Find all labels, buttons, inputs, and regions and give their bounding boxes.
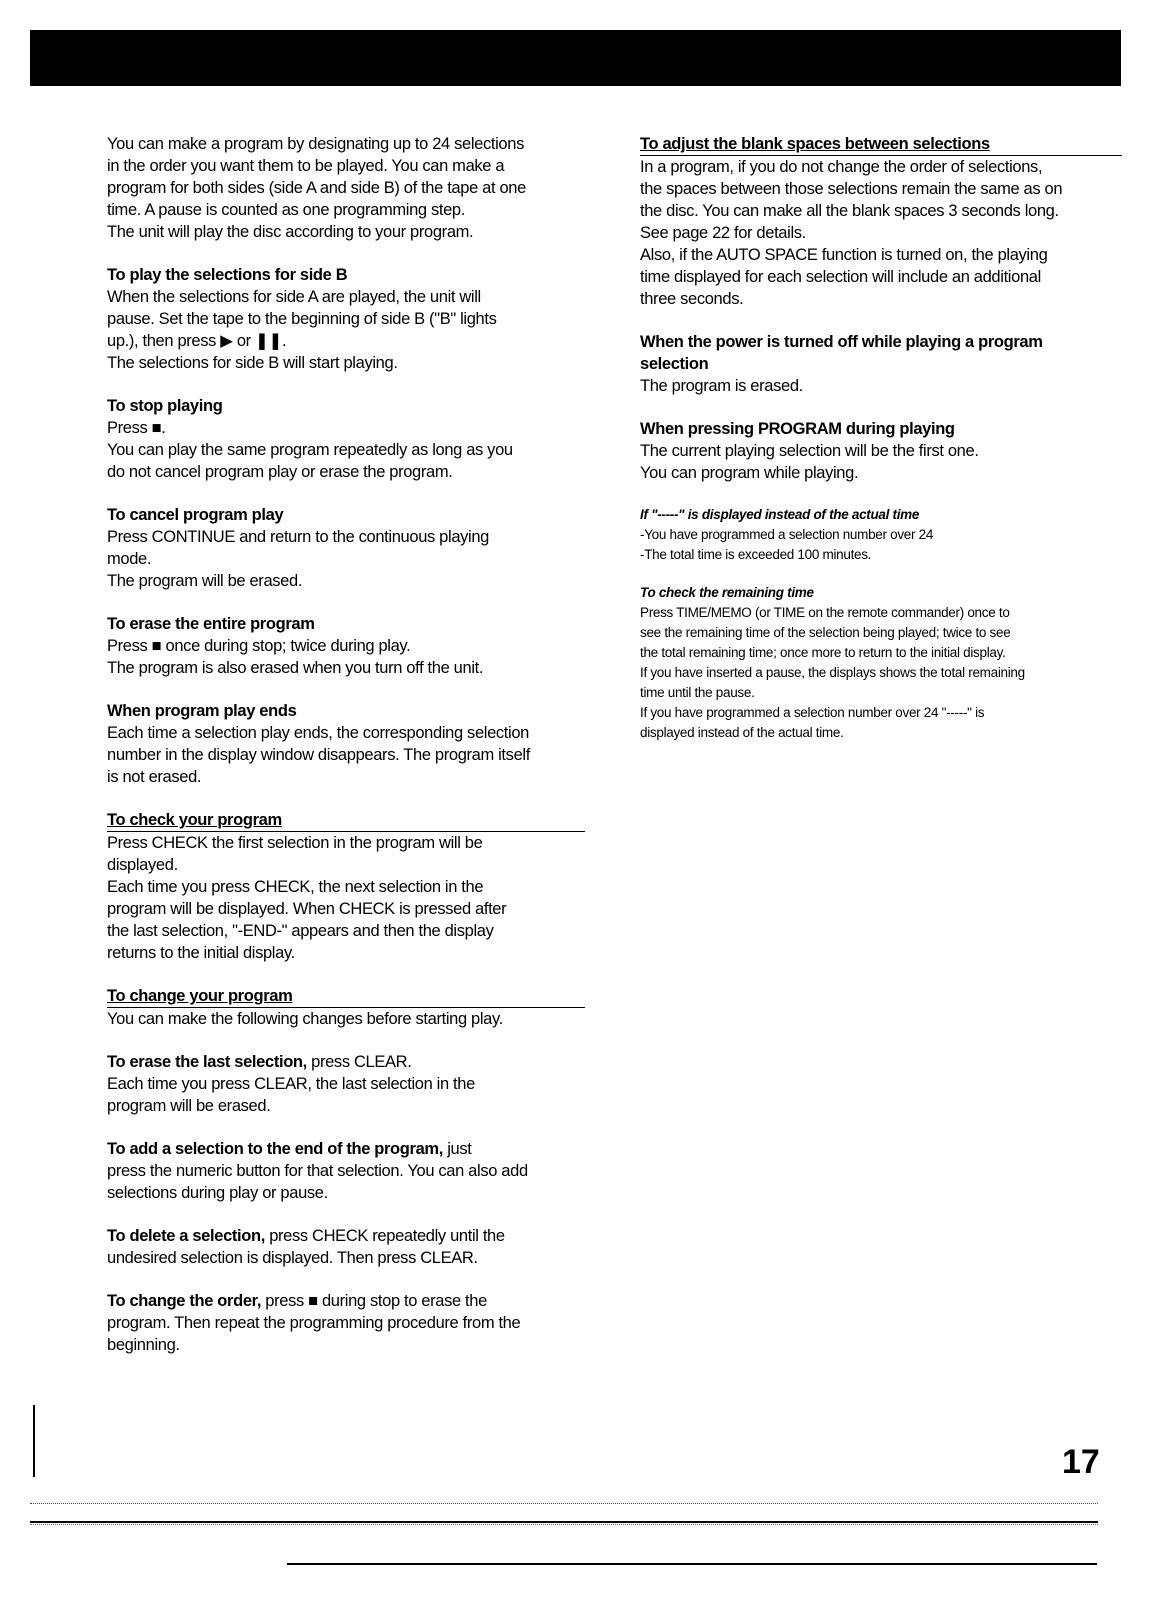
bottom-rule (30, 1521, 1098, 1523)
section-heading: selection (640, 355, 709, 373)
text-line: program will be displayed. When CHECK is pressed after (107, 900, 507, 918)
text-line: displayed instead of the actual time. (640, 725, 844, 740)
text-line (107, 1225, 585, 1247)
text-line: Each time you press CHECK, the next selection in the (107, 878, 484, 896)
text-line: time. A pause is counted as one programming step. (107, 201, 465, 219)
text-line: See page 22 for details. (640, 224, 806, 242)
text-line: undesired selection is displayed. Then press CLEAR. (107, 1249, 478, 1267)
text-line: The current playing selection will be the first one. (640, 442, 979, 460)
text-line: time displayed for each selection will include an additional (640, 268, 1041, 286)
section-heading: To stop playing (107, 397, 223, 415)
note-remaining-time (640, 583, 1122, 743)
text-line: number in the display window disappears. The program itself (107, 746, 530, 764)
run-in-heading: To add a selection to the end of the program, (107, 1140, 443, 1158)
pressing-program-section (640, 418, 1122, 484)
add-selection-section (107, 1138, 585, 1204)
text-line: -You have programmed a selection number over 24 (640, 527, 934, 542)
text-line: If you have programmed a selection number over 24 "-----" is (640, 705, 985, 720)
footer-rule (287, 1563, 1097, 1565)
note-heading: To check the remaining time (640, 585, 814, 600)
section-heading: When program play ends (107, 702, 297, 720)
erase-program-section (107, 613, 585, 679)
blank-spaces-section (640, 133, 1122, 310)
text-line: In a program, if you do not change the order of selections, (640, 158, 1043, 176)
section-heading: To play the selections for side B (107, 266, 348, 284)
text-line: Press ■. (107, 419, 166, 437)
page-number: 17 (1062, 1443, 1100, 1481)
text-line (107, 1290, 585, 1312)
text-line: Press CONTINUE and return to the continuous playing (107, 528, 490, 546)
text-line: The unit will play the disc according to your program. (107, 223, 474, 241)
section-heading: To change your program (107, 985, 585, 1008)
text-run: press CHECK repeatedly until the (264, 1227, 505, 1245)
stop-playing-section (107, 395, 585, 483)
text-line: the total remaining time; once more to return to the initial display. (640, 645, 1006, 660)
text-line: When the selections for side A are played, the unit will (107, 288, 481, 306)
text-line: up.), then press ▶ or ❚❚. (107, 332, 287, 350)
text-line: do not cancel program play or erase the program. (107, 463, 453, 481)
text-line: You can make a program by designating up to 24 selections (107, 135, 524, 153)
text-line: Each time you press CLEAR, the last selection in the (107, 1075, 475, 1093)
section-heading: To erase the entire program (107, 615, 315, 633)
power-off-section (640, 331, 1122, 397)
text-line: time until the pause. (640, 685, 755, 700)
text-line: -The total time is exceeded 100 minutes. (640, 547, 872, 562)
text-line: in the order you want them to be played. You can make a (107, 157, 505, 175)
text-line: The program is also erased when you turn off the unit. (107, 659, 484, 677)
text-line: see the remaining time of the selection being played; twice to see (640, 625, 1011, 640)
text-line: program. Then repeat the programming procedure from the (107, 1314, 521, 1332)
run-in-heading: To erase the last selection, (107, 1053, 307, 1071)
text-line: pause. Set the tape to the beginning of side B ("B" lights (107, 310, 497, 328)
cancel-program-section (107, 504, 585, 592)
change-order-section (107, 1290, 585, 1356)
intro-section (107, 133, 585, 243)
text-line: returns to the initial display. (107, 944, 295, 962)
text-line: Each time a selection play ends, the corresponding selection (107, 724, 530, 742)
text-run: just (442, 1140, 472, 1158)
left-column (107, 133, 585, 1377)
text-run: press CLEAR. (306, 1053, 412, 1071)
program-ends-section (107, 700, 585, 788)
right-column (640, 133, 1122, 761)
text-line: You can make the following changes before starting play. (107, 1010, 503, 1028)
text-run: press ■ during stop to erase the (261, 1292, 487, 1310)
note-heading: If "-----" is displayed instead of the actual time (640, 507, 920, 522)
text-line: the disc. You can make all the blank spaces 3 seconds long. (640, 202, 1059, 220)
change-program-section (107, 985, 585, 1030)
text-line: If you have inserted a pause, the displays shows the total remaining (640, 665, 1025, 680)
text-line (107, 1138, 585, 1160)
text-line: program will be erased. (107, 1097, 271, 1115)
section-heading: When the power is turned off while playing a program (640, 333, 1043, 351)
section-heading: To cancel program play (107, 506, 284, 524)
text-line: The selections for side B will start playing. (107, 354, 398, 372)
erase-last-section (107, 1051, 585, 1117)
text-line: three seconds. (640, 290, 744, 308)
text-line: the spaces between those selections remain the same as on (640, 180, 1063, 198)
section-heading: To check your program (107, 809, 585, 832)
run-in-heading: To delete a selection, (107, 1227, 265, 1245)
run-in-heading: To change the order, (107, 1292, 262, 1310)
section-heading: When pressing PROGRAM during playing (640, 420, 955, 438)
text-line: Also, if the AUTO SPACE function is turned on, the playing (640, 246, 1048, 264)
text-line: displayed. (107, 856, 178, 874)
text-line: Press TIME/MEMO (or TIME on the remote commander) once to (640, 605, 1010, 620)
section-heading: To adjust the blank spaces between selections (640, 133, 1122, 156)
text-line: mode. (107, 550, 152, 568)
text-line: The program will be erased. (107, 572, 303, 590)
delete-selection-section (107, 1225, 585, 1269)
header-bar (30, 30, 1121, 86)
text-line: Press ■ once during stop; twice during play. (107, 637, 411, 655)
check-program-section (107, 809, 585, 964)
text-line: is not erased. (107, 768, 202, 786)
note-dashes (640, 505, 1122, 565)
text-line: the last selection, "-END-" appears and then the display (107, 922, 494, 940)
text-line: selections during play or pause. (107, 1184, 328, 1202)
text-line: program for both sides (side A and side B) of the tape at one (107, 179, 526, 197)
text-line (107, 1051, 585, 1073)
text-line: The program is erased. (640, 377, 803, 395)
margin-rule (33, 1405, 35, 1477)
play-side-b-section (107, 264, 585, 374)
text-line: You can program while playing. (640, 464, 859, 482)
text-line: press the numeric button for that selection. You can also add (107, 1162, 528, 1180)
text-line: beginning. (107, 1336, 180, 1354)
text-line: You can play the same program repeatedly as long as you (107, 441, 513, 459)
text-line: Press CHECK the first selection in the program will be (107, 834, 483, 852)
